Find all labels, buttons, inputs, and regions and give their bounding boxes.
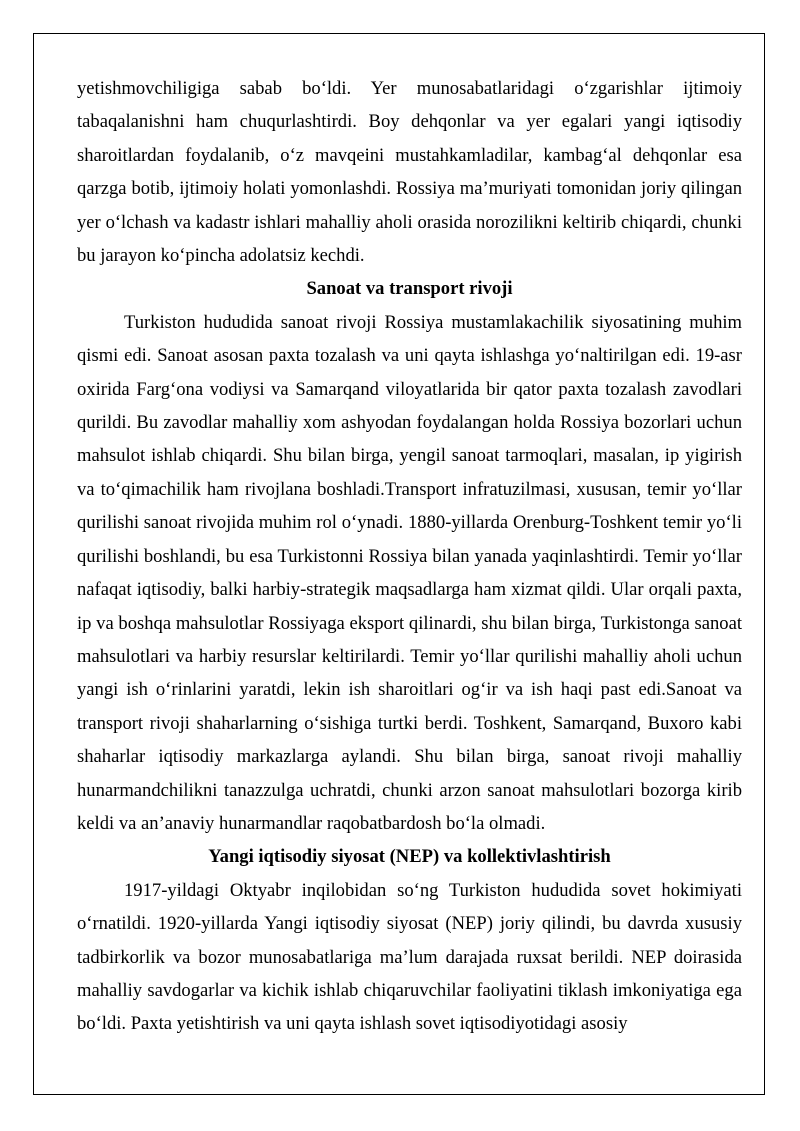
document-body bbox=[77, 72, 742, 1041]
heading-nep-collectivization: Yangi iqtisodiy siyosat (NEP) va kollektivlashtirish bbox=[208, 846, 611, 868]
paragraph-nep: 1917-yildagi Oktyabr inqilobidan so‘ng Turkiston hududida sovet hokimiyati o‘rnatildi. 1920-yillarda Yangi iqtisodiy siyosat (NEP) joriy qilindi, bu davrda xususiy tadbirkorlik va bozor munosabatlariga ma’lum darajada ruxsat berildi. NEP doirasida mahalliy savdogarlar va kichik ishlab chiqaruvchilar faoliyatini tiklash imkoniyatiga ega bo‘ldi. Paxta yetishtirish va uni qayta ishlash sovet iqtisodiyotidagi asosiy bbox=[77, 879, 742, 1035]
paragraph-land-relations: yetishmovchiligiga sabab bo‘ldi. Yer munosabatlaridagi o‘zgarishlar ijtimoiy tabaqalanishni ham chuqurlashtirdi. Boy dehqonlar va yer egalari yangi iqtisodiy sharoitlardan foydalanib, o‘z mavqeini mustahkamladilar, kambag‘al dehqonlar esa qarzga botib, ijtimoiy holati yomonlashdi. Rossiya ma’muriyati tomonidan joriy qilingan yer o‘lchash va kadastr ishlari mahalliy aholi orasida norozilikni keltirib chiqardi, chunki bu jarayon ko‘pincha adolatsiz kechdi. bbox=[77, 78, 742, 267]
heading-industry-transport: Sanoat va transport rivoji bbox=[306, 278, 513, 300]
paragraph-industry-transport: Turkiston hududida sanoat rivoji Rossiya mustamlakachilik siyosatining muhim qismi edi. Sanoat asosan paxta tozalash va uni qayta ishlashga yo‘naltirilgan edi. 19-asr oxirida Farg‘ona vodiysi va Samarqand viloyatlarida bir qator paxta tozalash zavodlari qurildi. Bu zavodlar mahalliy xom ashyodan foydalangan holda Rossiya bozorlari uchun mahsulot ishlab chiqardi. Shu bilan birga, yengil sanoat tarmoqlari, masalan, ip yigirish va to‘qimachilik ham rivojlana boshladi.Transport infratuzilmasi, xususan, temir yo‘llar qurilishi sanoat rivojida muhim rol o‘ynadi. 1880-yillarda Orenburg-Toshkent temir yo‘li qurilishi boshlandi, bu esa Turkistonni Rossiya bilan yanada yaqinlashtirdi. Temir yo‘llar nafaqat iqtisodiy, balki harbiy-strategik maqsadlarga ham xizmat qildi. Ular orqali paxta, ip va boshqa mahsulotlar Rossiyaga eksport qilinardi, shu bilan birga, Turkistonga sanoat mahsulotlari va harbiy resurslar keltirilardi. Temir yo‘llar qurilishi mahalliy aholi uchun yangi ish o‘rinlarini yaratdi, lekin ish sharoitlari og‘ir va ish haqi past edi.Sanoat va transport rivoji shaharlarning o‘sishiga turtki berdi. Toshkent, Samarqand, Buxoro kabi shaharlar iqtisodiy markazlarga aylandi. Shu bilan birga, sanoat rivoji mahalliy hunarmandchilikni tanazzulga uchratdi, chunki arzon sanoat mahsulotlari bozorga kirib keldi va an’anaviy hunarmandlar raqobatbardosh bo‘la olmadi. bbox=[77, 311, 742, 834]
